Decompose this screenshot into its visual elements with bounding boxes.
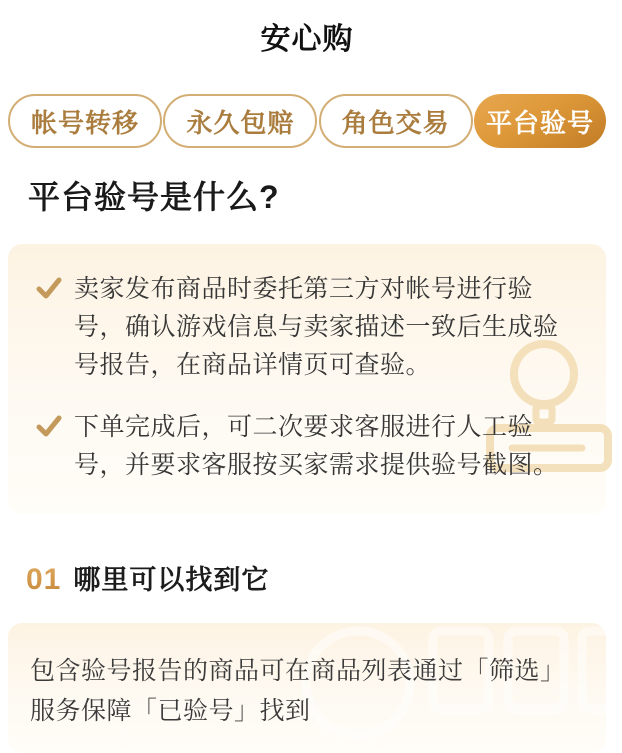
- find-section-header: [26, 558, 614, 597]
- section-number: 01: [26, 563, 62, 596]
- tab-platform-verification[interactable]: 平台验号: [474, 94, 606, 148]
- check-icon: [36, 414, 62, 440]
- bullet-text: 卖家发布商品时委托第三方对帐号进行验号，确认游戏信息与卖家描述一致后生成验号报告，在商品详情页可查验。: [74, 275, 559, 379]
- list-item: [28, 408, 578, 484]
- page-title: 安心购: [260, 23, 354, 56]
- bullet-text: 下单完成后，可二次要求客服进行人工验号，并要求客服按买家需求提供验号截图。: [74, 413, 559, 479]
- tab-character-trade[interactable]: 角色交易: [319, 94, 473, 148]
- check-icon: [36, 276, 62, 302]
- service-tabs: [8, 94, 606, 148]
- find-text: 包含验号报告的商品可在商品列表通过「筛选」服务保障「已验号」找到: [30, 657, 566, 725]
- list-item: [28, 270, 578, 384]
- find-info-box: [8, 623, 606, 753]
- tab-account-transfer[interactable]: 帐号转移: [8, 94, 162, 148]
- find-section-title: 哪里可以找到它: [73, 565, 270, 595]
- safe-purchase-page: [0, 14, 614, 725]
- what-is-heading: 平台验号是什么?: [28, 179, 280, 215]
- what-is-info-box: [8, 244, 606, 514]
- tab-permanent-compensation[interactable]: 永久包赔: [163, 94, 317, 148]
